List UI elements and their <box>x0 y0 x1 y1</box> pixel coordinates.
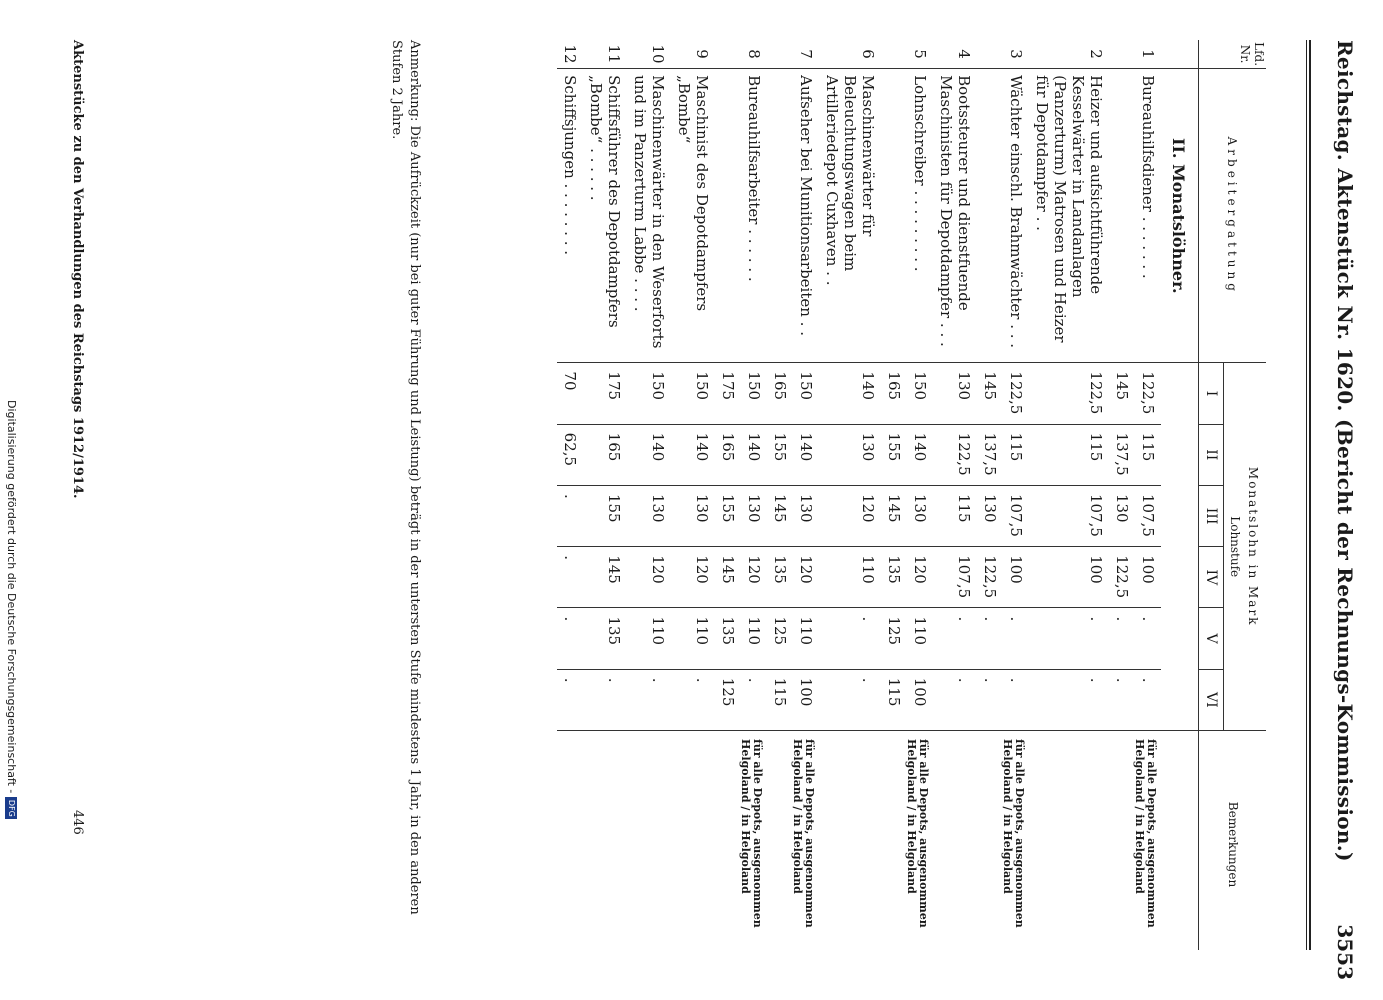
col-monatslohn-header: Monatslohn in Mark <box>1244 363 1266 731</box>
wage-cell: 140 <box>793 424 819 485</box>
wage-cell: . <box>933 608 977 669</box>
lohnstufe-header: VI <box>1199 669 1224 730</box>
table-row <box>907 40 933 950</box>
wage-cell: 125 <box>767 608 793 669</box>
wage-cell: . <box>1135 608 1161 669</box>
wage-cell: 130 <box>977 485 1003 546</box>
worker-type: Lohnschreiber . . . . . . . . . <box>881 69 933 363</box>
wage-cell: 165 <box>767 363 793 424</box>
wage-cell: 165 <box>583 424 627 485</box>
wage-cell: 100 <box>1029 547 1109 608</box>
wage-cell: . <box>1003 669 1029 730</box>
wage-cell: 135 <box>767 547 793 608</box>
worker-type: Schiffsjungen . . . . . . . . <box>557 69 583 363</box>
wage-cell: . <box>557 547 583 608</box>
row-number: 1 <box>1109 40 1161 69</box>
row-number: 3 <box>977 40 1029 69</box>
wage-cell: 110 <box>741 608 767 669</box>
wage-cell: . <box>1135 669 1161 730</box>
wage-cell: 130 <box>671 485 715 546</box>
header-rule <box>1309 40 1311 950</box>
wage-cell: 122,5 <box>1135 363 1161 424</box>
wage-cell: 100 <box>907 669 933 730</box>
wage-cell: . <box>1109 669 1135 730</box>
wage-cell: 130 <box>933 363 977 424</box>
wage-cell: 107,5 <box>1003 485 1029 546</box>
table-row <box>741 40 767 950</box>
worker-type: Bootssteurer und dienstfuende Maschinisten für Depotdampfer . . . <box>933 69 977 363</box>
wage-cell: 135 <box>583 608 627 669</box>
page-number: 3553 <box>1333 924 1357 980</box>
wage-cell: . <box>557 669 583 730</box>
remark <box>1029 731 1109 951</box>
wage-cell: 125 <box>715 669 741 730</box>
remark: für alle Depots, ausgenommen Helgoland / in Helgoland <box>739 739 764 928</box>
wage-cell: 175 <box>715 363 741 424</box>
worker-type: Maschinenwärter für Beleuchtungswagen beim Artilleriedepot Cuxhaven . . <box>819 69 881 363</box>
lohnstufe-header: II <box>1199 424 1224 485</box>
wage-cell: . <box>1003 608 1029 669</box>
wage-cell: 122,5 <box>933 424 977 485</box>
table-row <box>933 40 977 950</box>
wage-cell: 120 <box>627 547 671 608</box>
wage-cell: 122,5 <box>1109 547 1135 608</box>
wage-cell: 150 <box>627 363 671 424</box>
wage-cell: 155 <box>881 424 907 485</box>
row-number: 12 <box>557 40 583 69</box>
dfg-credit <box>5 400 18 819</box>
table-row <box>557 40 583 950</box>
section-title: II. Monatslöhner. <box>1161 69 1199 363</box>
footer-page-number: 446 <box>70 810 85 835</box>
wage-cell: 120 <box>793 547 819 608</box>
wage-cell: . <box>1109 608 1135 669</box>
row-number: 8 <box>715 40 767 69</box>
wage-cell: 150 <box>793 363 819 424</box>
wage-cell: 100 <box>1135 547 1161 608</box>
wage-cell: 100 <box>1003 547 1029 608</box>
wage-cell: . <box>557 608 583 669</box>
dfg-logo: DFG <box>5 797 17 819</box>
wage-cell: 137,5 <box>1109 424 1135 485</box>
remark <box>583 731 627 951</box>
wage-cell: . <box>933 669 977 730</box>
wage-cell: 145 <box>977 363 1003 424</box>
wage-cell: 70 <box>557 363 583 424</box>
remark <box>557 731 583 951</box>
col-bem-header: Bemerkungen <box>1225 801 1240 888</box>
header-rule-thin <box>1306 40 1307 950</box>
wage-cell: . <box>671 669 715 730</box>
wage-cell: . <box>819 608 881 669</box>
wage-cell: 115 <box>1135 424 1161 485</box>
table-row <box>819 40 881 950</box>
worker-type: Schiffsführer des Depotdampfers „Bombe“ . . . . . . <box>583 69 627 363</box>
wage-cell: . <box>819 669 881 730</box>
table-row <box>583 40 627 950</box>
wage-cell: 135 <box>715 608 741 669</box>
worker-type: Heizer und aufsichtführende Kesselwärter in Landanlagen (Panzerturm) Matrosen und Heizer für Depotdampfer . . <box>1029 69 1109 363</box>
remark: für alle Depots, ausgenommen Helgoland / in Helgoland <box>905 739 930 928</box>
row-number: 9 <box>671 40 715 69</box>
wage-cell: 122,5 <box>1003 363 1029 424</box>
wage-cell: . <box>583 669 627 730</box>
lohnstufe-header: V <box>1199 608 1224 669</box>
wage-cell: . <box>977 608 1003 669</box>
wage-cell: . <box>977 669 1003 730</box>
wage-cell: 110 <box>627 608 671 669</box>
wage-cell: 145 <box>1109 363 1135 424</box>
wage-cell: 165 <box>881 363 907 424</box>
worker-type: Bureauhilfsdiener . . . . . . . <box>1109 69 1161 363</box>
remark <box>627 731 671 951</box>
wage-cell: 110 <box>793 608 819 669</box>
wage-cell: 165 <box>715 424 741 485</box>
remark <box>933 731 977 951</box>
wage-cell: 120 <box>671 547 715 608</box>
wage-cell: . <box>741 669 767 730</box>
wage-cell: 120 <box>907 547 933 608</box>
wage-cell: 110 <box>907 608 933 669</box>
col-lfd-header: Lfd. Nr. <box>1199 40 1267 69</box>
wage-cell: . <box>1029 608 1109 669</box>
row-number: 6 <box>819 40 881 69</box>
wage-cell: . <box>627 669 671 730</box>
wage-cell: 145 <box>715 547 741 608</box>
wage-cell: 115 <box>1003 424 1029 485</box>
wage-cell: 150 <box>671 363 715 424</box>
table-row <box>1029 40 1109 950</box>
remark: für alle Depots, ausgenommen Helgoland / in Helgoland <box>1133 739 1158 928</box>
worker-type: Wächter einschl. Brahmwächter . . . <box>977 69 1029 363</box>
wage-cell: 120 <box>741 547 767 608</box>
row-number: 4 <box>933 40 977 69</box>
wage-cell: 130 <box>907 485 933 546</box>
wage-cell: 125 <box>881 608 907 669</box>
wage-cell: 140 <box>741 424 767 485</box>
wage-cell: 115 <box>1029 424 1109 485</box>
wage-cell: 145 <box>881 485 907 546</box>
wage-cell: 137,5 <box>977 424 1003 485</box>
dfg-credit-text: Digitalisierung gefördert durch die Deutsche Forschungsgemeinschaft - <box>5 400 18 794</box>
wage-cell: 107,5 <box>1135 485 1161 546</box>
remark <box>819 731 881 951</box>
wage-cell: 175 <box>583 363 627 424</box>
wage-cell: 115 <box>767 669 793 730</box>
worker-type: Aufseher bei Munitionsarbeiten . . <box>767 69 819 363</box>
page-header <box>1317 40 1365 980</box>
wage-cell: 155 <box>767 424 793 485</box>
lohnstufe-header: I <box>1199 363 1224 424</box>
footnote: Anmerkung: Die Aufrückzeit (nur bei guter Führung und Leistung) beträgt in der untersten Stufe mindestens 1 Jahr, in den anderen Stufen 2 Jahre. <box>389 40 422 915</box>
wage-cell: 115 <box>933 485 977 546</box>
wage-cell: 135 <box>881 547 907 608</box>
table-row <box>1135 40 1161 950</box>
wage-cell: 140 <box>627 424 671 485</box>
wage-cell: 130 <box>627 485 671 546</box>
wage-cell: 107,5 <box>933 547 977 608</box>
wage-cell: 130 <box>1109 485 1135 546</box>
worker-type: Bureauhilfsarbeiter . . . . . . <box>715 69 767 363</box>
worker-type: Maschinenwärter in den Weserforts und im Panzerturm Labbe . . . . <box>627 69 671 363</box>
row-number: 5 <box>881 40 933 69</box>
wage-cell: 107,5 <box>1029 485 1109 546</box>
wage-cell: 130 <box>741 485 767 546</box>
wage-cell: 122,5 <box>1029 363 1109 424</box>
wage-table <box>557 40 1266 950</box>
row-number: 2 <box>1029 40 1109 69</box>
lohnstufe-header: III <box>1199 485 1224 546</box>
wage-cell: 100 <box>793 669 819 730</box>
wage-cell: 150 <box>907 363 933 424</box>
wage-cell: 145 <box>583 547 627 608</box>
wage-cell: 122,5 <box>977 547 1003 608</box>
row-number: 7 <box>767 40 819 69</box>
wage-cell: 62,5 <box>557 424 583 485</box>
row-number: 10 <box>627 40 671 69</box>
table-row <box>1003 40 1029 950</box>
wage-cell: 155 <box>583 485 627 546</box>
remark <box>671 731 715 951</box>
table-row <box>793 40 819 950</box>
wage-cell: 140 <box>907 424 933 485</box>
col-art-header: Arbeitergattung <box>1199 69 1267 363</box>
remark: für alle Depots, ausgenommen Helgoland / in Helgoland <box>791 739 816 928</box>
table-row <box>671 40 715 950</box>
lohnstufe-header: IV <box>1199 547 1224 608</box>
wage-cell: 130 <box>819 424 881 485</box>
wage-cell: . <box>1029 669 1109 730</box>
wage-cell: 120 <box>819 485 881 546</box>
wage-cell: 140 <box>819 363 881 424</box>
page-title: Reichstag. Aktenstück Nr. 1620. (Bericht der Rechnungs-Kommission.) <box>1333 40 1357 862</box>
col-lohnstufe-header: Lohnstufe <box>1224 363 1245 731</box>
wage-cell: 110 <box>671 608 715 669</box>
worker-type: Maschinist des Depotdampfers „Bombe“ <box>671 69 715 363</box>
table-row <box>627 40 671 950</box>
footer-source: Aktenstücke zu den Verhandlungen des Reichstags 1912/1914. <box>70 40 85 499</box>
wage-cell: 145 <box>767 485 793 546</box>
wage-cell: 140 <box>671 424 715 485</box>
wage-cell: 115 <box>881 669 907 730</box>
wage-cell: . <box>557 485 583 546</box>
wage-cell: 155 <box>715 485 741 546</box>
row-number: 11 <box>583 40 627 69</box>
wage-cell: 150 <box>741 363 767 424</box>
wage-cell: 130 <box>793 485 819 546</box>
wage-cell: 110 <box>819 547 881 608</box>
remark: für alle Depots, ausgenommen Helgoland / in Helgoland <box>1001 739 1026 928</box>
